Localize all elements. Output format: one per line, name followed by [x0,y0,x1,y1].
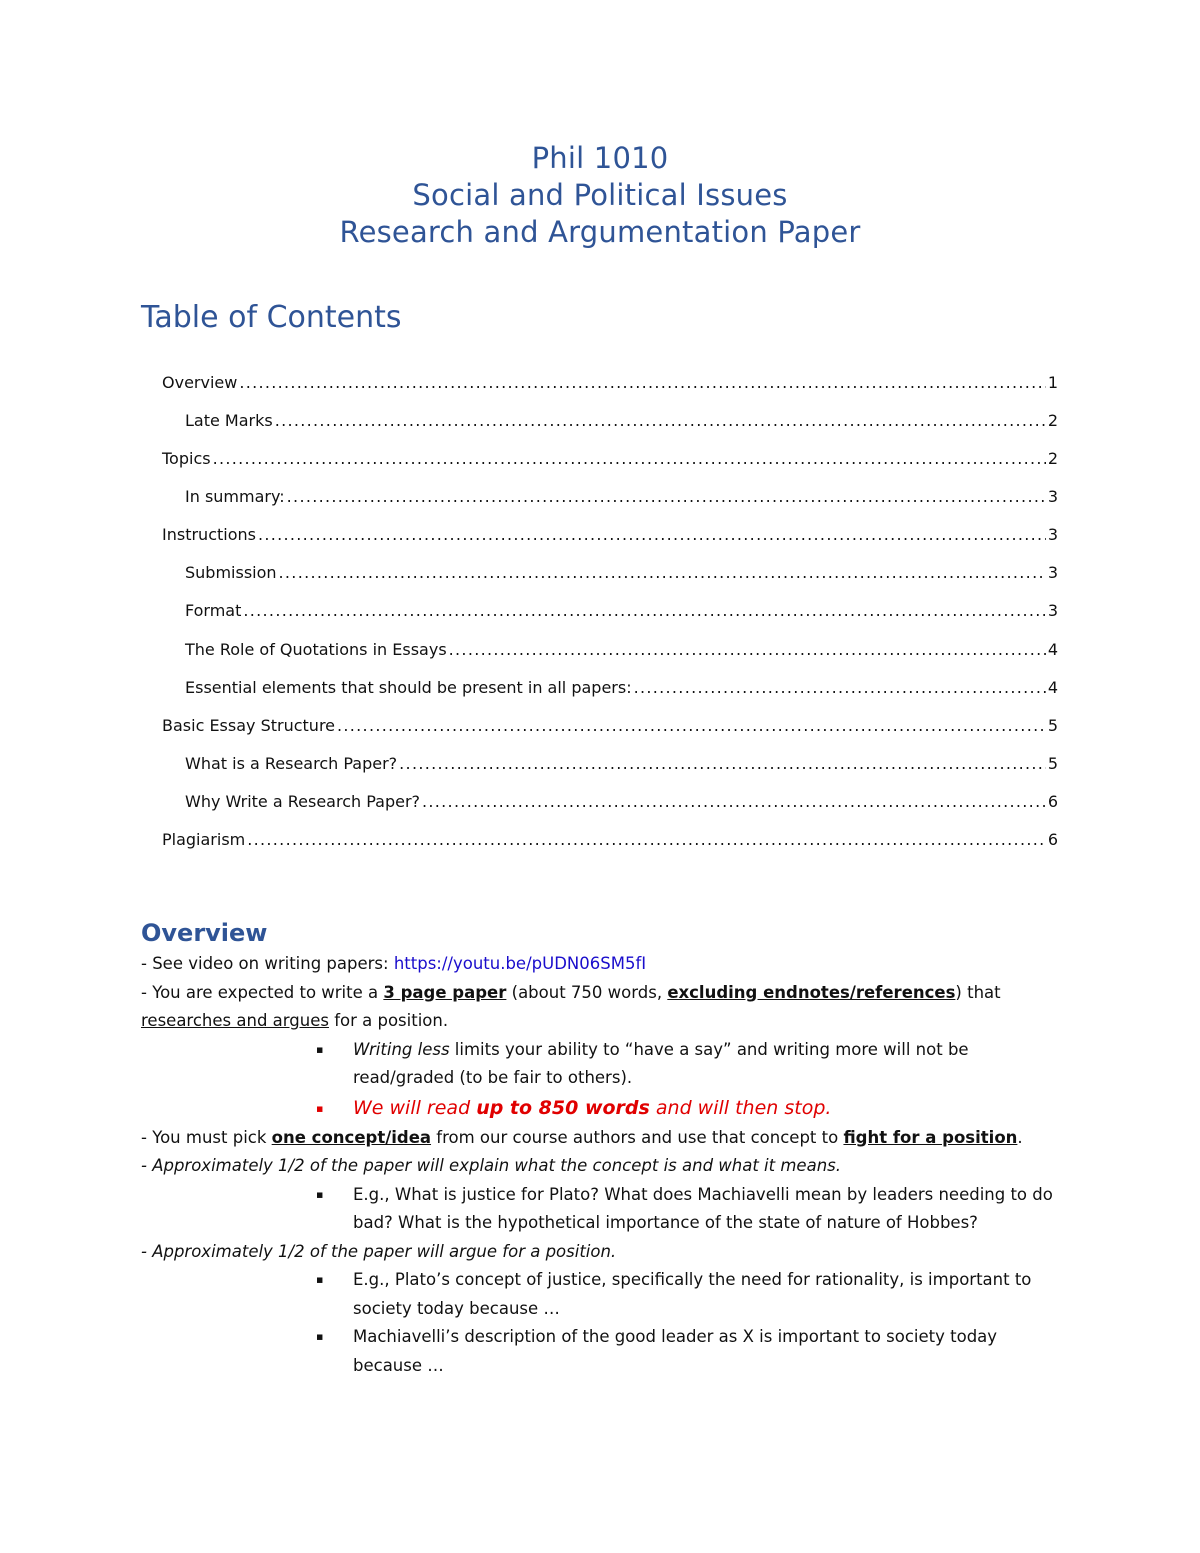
toc-page-number: 2 [1047,411,1058,430]
toc-entry-text: In summary: [185,487,285,506]
expect-text: (about 750 words, [506,982,668,1002]
toc-page-number: 2 [1047,449,1058,468]
toc-leader [275,411,1046,430]
toc-entry-overview[interactable] [162,373,1058,411]
one-concept-emphasis: one concept/idea [271,1127,432,1147]
excluding-emphasis: excluding endnotes/references [667,982,956,1002]
toc-entry-text: Format [185,601,242,620]
pick-text: . [1017,1127,1023,1147]
expect-text: for a position. [328,1011,449,1030]
bullet-text: E.g., Plato’s concept of justice, specifically the need for rationality, is important to society today because … [353,1270,1032,1318]
toc-page-number: 3 [1047,487,1058,506]
researches-argues-emphasis: researches and argues [141,1011,329,1030]
toc-leader [279,563,1046,582]
bullet-square-icon: ▪ [316,1330,324,1343]
toc-entry-text: What is a Research Paper? [185,754,398,773]
approx-explain-paragraph: - Approximately 1/2 of the paper will explain what the concept is and what it means. [141,1156,841,1175]
toc-entry-text: Basic Essay Structure [162,716,336,735]
toc-entry-basic-essay-structure[interactable] [162,716,1058,754]
pick-concept-paragraph [141,1124,1061,1153]
toc-entry-in-summary[interactable] [185,487,1058,525]
toc-entry-text: The Role of Quotations in Essays [185,640,447,659]
bullet-square-icon: ▪ [316,1042,324,1056]
video-link[interactable]: https://youtu.be/pUDN06SM5fI [393,954,647,973]
toc-entry-role-of-quotations[interactable] [185,640,1058,678]
writing-less-emphasis: Writing less [353,1039,450,1059]
toc-page-number: 4 [1047,678,1058,697]
toc-entry-what-is-research-paper[interactable] [185,754,1058,792]
expectation-paragraph [141,979,1061,1036]
toc-leader [634,678,1046,697]
expect-text: ) that [955,982,1001,1002]
pick-text: - You must pick [141,1127,272,1147]
toc-leader [422,792,1046,811]
document-title [0,140,1200,251]
toc-page-number: 5 [1047,716,1058,735]
toc-entry-instructions[interactable] [162,525,1058,563]
word-limit-emphasis: up to 850 words [476,1096,650,1119]
approx-argue-paragraph: - Approximately 1/2 of the paper will argue for a position. [141,1241,617,1261]
overview-body [141,950,1061,1380]
bullet-square-icon: ▪ [316,1273,324,1286]
bullet-item-machiavelli [141,1323,1061,1380]
bullet-item-writing-less [141,1036,1061,1093]
bullet-item-example-2 [141,1266,1061,1323]
toc-leader [337,716,1046,735]
bullet-text: Machiavelli’s description of the good leader as X is important to society today because … [353,1327,998,1375]
bullet-square-icon: ▪ [316,1101,324,1115]
toc-heading: Table of Contents [141,300,402,335]
toc-leader [287,487,1046,506]
toc-entry-text: Late Marks [185,411,273,430]
bullet-text: and will then stop. [649,1096,832,1119]
toc-entry-plagiarism[interactable] [162,830,1058,868]
toc-entry-why-write-research-paper[interactable] [185,792,1058,830]
toc-leader [213,449,1046,468]
toc-page-number: 6 [1047,830,1058,849]
toc-entry-text: Plagiarism [162,830,246,849]
toc-entry-text: Submission [185,563,277,582]
toc-page-number: 6 [1047,792,1058,811]
toc-page-number: 3 [1047,525,1058,544]
toc-page-number: 3 [1047,563,1058,582]
overview-heading: Overview [141,919,268,947]
toc-entry-essential-elements[interactable] [185,678,1058,716]
paper-title: Research and Argumentation Paper [339,215,861,249]
toc-leader [243,601,1045,620]
fight-position-emphasis: fight for a position [843,1127,1018,1147]
toc-leader [247,830,1046,849]
toc-leader [449,640,1046,659]
toc-entry-text: Overview [162,373,238,392]
toc-leader [258,525,1046,544]
bullet-text: E.g., What is justice for Plato? What does Machiavelli mean by leaders needing to do bad? What is the hypothetical importance of the state of nature of Hobbes? [353,1184,1053,1232]
toc-page-number: 3 [1047,601,1058,620]
toc-page-number: 5 [1047,754,1058,773]
bullet-item-word-limit [141,1093,1061,1124]
pick-text: from our course authors and use that concept to [431,1127,844,1147]
page-count-emphasis: 3 page paper [383,982,507,1002]
toc-entry-text: Essential elements that should be present in all papers: [185,678,632,697]
bullet-square-icon: ▪ [316,1187,324,1201]
toc-page-number: 1 [1047,373,1058,392]
toc-entry-late-marks[interactable] [185,411,1058,449]
expect-text: - You are expected to write a [141,982,384,1002]
bullet-item-example-1 [141,1181,1061,1238]
toc-entry-submission[interactable] [185,563,1058,601]
bullet-text: We will read [353,1096,477,1119]
toc-entry-format[interactable] [185,601,1058,639]
toc-leader [239,373,1045,392]
toc-entry-topics[interactable] [162,449,1058,487]
course-name: Social and Political Issues [412,178,788,212]
bullet-text: limits your ability to “have a say” and writing more will not be read/graded (to be fair to others). [353,1039,969,1087]
video-prefix: - See video on writing papers: [141,954,394,973]
toc-entry-text: Instructions [162,525,256,544]
toc-entry-text: Topics [162,449,211,468]
toc-page-number: 4 [1047,640,1058,659]
course-code: Phil 1010 [531,141,669,175]
toc-entry-text: Why Write a Research Paper? [185,792,421,811]
video-line [141,950,1061,979]
toc-leader [399,754,1046,773]
